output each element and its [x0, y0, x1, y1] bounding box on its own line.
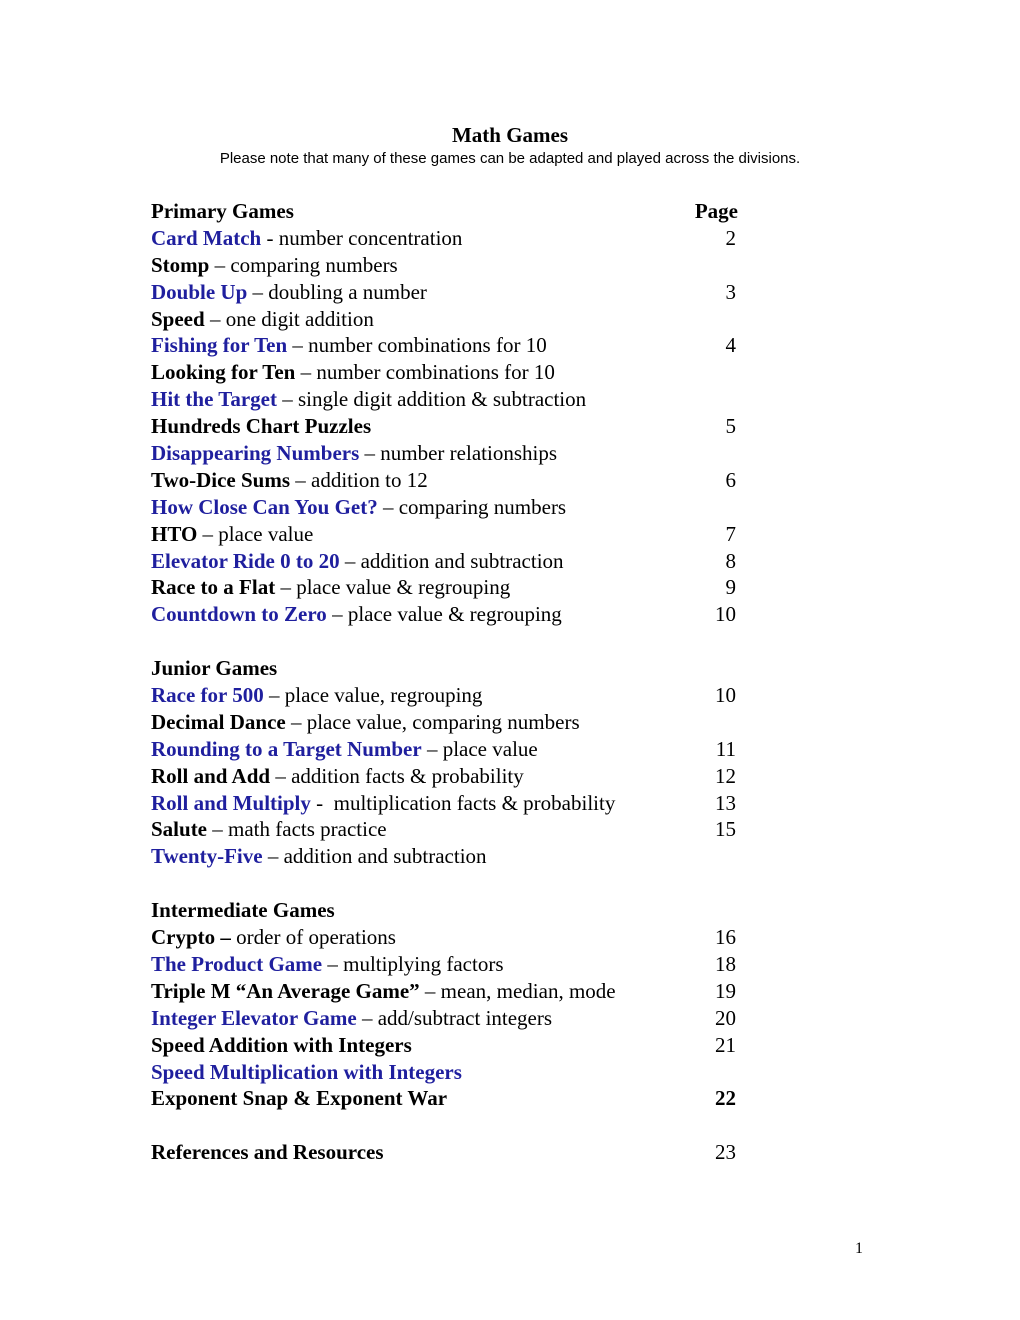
separator: – — [209, 252, 231, 277]
separator: – — [377, 494, 399, 519]
separator: – — [207, 817, 229, 842]
page-ref: 13 — [715, 790, 736, 815]
game-name: Elevator Ride 0 to 20 — [151, 548, 340, 573]
page-ref: 21 — [715, 1032, 736, 1057]
game-name: Disappearing Numbers — [151, 441, 360, 466]
toc-entry — [151, 467, 751, 494]
section-spacer — [151, 870, 751, 897]
game-description: math facts practice — [228, 817, 387, 842]
separator: – — [419, 978, 441, 1003]
primary-games-header — [151, 198, 751, 225]
game-name: Crypto – — [151, 925, 231, 950]
game-name: Integer Elevator Game — [151, 1005, 357, 1030]
separator: – — [262, 844, 284, 869]
table-of-contents — [151, 198, 751, 1166]
toc-entry — [151, 843, 751, 870]
game-name: Race for 500 — [151, 683, 264, 708]
game-name: Roll and Multiply — [151, 790, 311, 815]
references-entry — [151, 1139, 751, 1166]
section-spacer — [151, 1112, 751, 1139]
toc-entry — [151, 225, 751, 252]
primary-games-list — [151, 225, 751, 628]
game-name: Speed — [151, 306, 205, 331]
game-description: place value & regrouping — [296, 575, 511, 600]
game-name: The Product Game — [151, 951, 323, 976]
page-ref: 18 — [715, 951, 736, 976]
game-description: number relationships — [380, 441, 557, 466]
entry-text — [151, 359, 555, 386]
section-heading: Intermediate Games — [151, 898, 335, 923]
entry-text — [151, 252, 398, 279]
page-ref: 5 — [725, 414, 736, 439]
separator: – — [290, 467, 312, 492]
junior-games-header — [151, 655, 751, 682]
toc-entry — [151, 682, 751, 709]
page-ref: 22 — [715, 1086, 736, 1111]
separator: – — [247, 279, 269, 304]
game-name: HTO — [151, 521, 198, 546]
page-ref: 16 — [715, 925, 736, 950]
entry-text — [151, 332, 547, 359]
entry-text — [151, 548, 564, 575]
separator: – — [322, 951, 344, 976]
toc-entry — [151, 252, 751, 279]
game-description: number concentration — [278, 225, 463, 250]
entry-text — [151, 225, 462, 252]
section-spacer — [151, 628, 751, 655]
game-description: place value, comparing numbers — [306, 709, 580, 734]
toc-entry — [151, 306, 751, 333]
page-ref: 9 — [725, 575, 736, 600]
entry-text — [151, 843, 487, 870]
separator: – — [421, 736, 443, 761]
entry-text — [151, 790, 615, 817]
game-description: one digit addition — [225, 306, 374, 331]
separator: – — [275, 575, 297, 600]
toc-entry — [151, 709, 751, 736]
entry-text — [151, 467, 428, 494]
toc-entry — [151, 359, 751, 386]
entry-text — [151, 978, 616, 1005]
page-ref: 19 — [715, 978, 736, 1003]
separator: – — [287, 333, 309, 358]
toc-entry — [151, 1032, 751, 1059]
page-ref: 7 — [725, 521, 736, 546]
entry-text — [151, 1032, 412, 1059]
entry-text — [151, 574, 510, 601]
toc-entry — [151, 978, 751, 1005]
toc-entry — [151, 951, 751, 978]
separator: – — [326, 602, 348, 627]
toc-entry — [151, 763, 751, 790]
separator: – — [204, 306, 226, 331]
page-ref: 12 — [715, 763, 736, 788]
entry-text — [151, 951, 504, 978]
entry-text — [151, 1059, 462, 1086]
game-description: multiplying factors — [343, 951, 504, 976]
game-name: Two-Dice Sums — [151, 467, 291, 492]
page-ref: 2 — [725, 225, 736, 250]
page-ref: 6 — [725, 467, 736, 492]
separator: - — [261, 225, 279, 250]
game-name: Race to a Flat — [151, 575, 276, 600]
entry-text — [151, 494, 566, 521]
game-description: addition facts & probability — [291, 763, 524, 788]
junior-games-list — [151, 682, 751, 870]
entry-text — [151, 736, 538, 763]
game-description: mean, median, mode — [440, 978, 616, 1003]
toc-entry — [151, 924, 751, 951]
page-ref: 10 — [715, 602, 736, 627]
toc-entry — [151, 494, 751, 521]
game-name: Salute — [151, 817, 208, 842]
entry-text — [151, 440, 557, 467]
separator: – — [359, 441, 381, 466]
separator: – — [197, 521, 219, 546]
game-name: Hundreds Chart Puzzles — [151, 414, 372, 439]
entry-text — [151, 279, 427, 306]
page-column-header: Page — [694, 199, 738, 223]
entry-text — [151, 816, 387, 843]
game-description: comparing numbers — [230, 252, 398, 277]
page-ref: 15 — [715, 817, 736, 842]
page-ref: 8 — [725, 548, 736, 573]
game-name: Stomp — [151, 252, 210, 277]
game-name: Twenty-Five — [151, 844, 263, 869]
separator: – — [263, 683, 285, 708]
entry-text — [151, 1085, 447, 1112]
game-name: Card Match — [151, 225, 262, 250]
toc-entry — [151, 574, 751, 601]
toc-entry — [151, 736, 751, 763]
page-ref: 4 — [725, 333, 736, 358]
toc-entry — [151, 521, 751, 548]
entry-text — [151, 521, 313, 548]
page-ref: 20 — [715, 1005, 736, 1030]
entry-text — [151, 924, 396, 951]
references-heading: References and Resources — [151, 1140, 384, 1165]
entry-text — [151, 306, 374, 333]
section-heading: Primary Games — [151, 199, 294, 223]
game-name: Fishing for Ten — [151, 333, 288, 358]
page-number: 1 — [855, 1240, 863, 1257]
entry-text — [151, 709, 580, 736]
game-description: addition and subtraction — [283, 844, 487, 869]
entry-text — [151, 413, 371, 440]
toc-entry — [151, 440, 751, 467]
game-description: order of operations — [236, 925, 396, 950]
toc-entry — [151, 1059, 751, 1086]
game-name: Hit the Target — [151, 387, 277, 412]
game-name: Decimal Dance — [151, 709, 286, 734]
division-note: Please note that many of these games can be adapted and played across the divisions. — [219, 150, 801, 167]
page-ref: 3 — [725, 279, 736, 304]
game-name: Roll and Add — [151, 763, 271, 788]
entry-text — [151, 1005, 552, 1032]
section-heading: Junior Games — [151, 656, 278, 681]
game-description: place value & regrouping — [347, 602, 562, 627]
page-ref: 23 — [715, 1140, 736, 1165]
toc-entry — [151, 413, 751, 440]
page-ref: 10 — [715, 683, 736, 708]
entry-text — [151, 682, 482, 709]
toc-entry — [151, 601, 751, 628]
separator: – — [277, 387, 298, 412]
game-description: doubling a number — [268, 279, 427, 304]
game-description: comparing numbers — [398, 494, 567, 519]
game-name: Speed Addition with Integers — [151, 1032, 412, 1057]
separator: – — [285, 709, 307, 734]
game-description: number combinations for 10 — [308, 333, 547, 358]
toc-entry — [151, 548, 751, 575]
separator: – — [356, 1005, 378, 1030]
intermediate-games-header — [151, 897, 751, 924]
separator: – — [339, 548, 361, 573]
game-name: Double Up — [151, 279, 248, 304]
game-name: Exponent Snap & Exponent War — [151, 1086, 448, 1111]
game-description: place value — [442, 736, 538, 761]
entry-text — [151, 763, 524, 790]
separator: - — [310, 790, 334, 815]
entry-text — [151, 601, 562, 628]
toc-entry — [151, 790, 751, 817]
separator: – — [270, 763, 292, 788]
game-description: addition to 12 — [311, 467, 428, 492]
toc-entry — [151, 816, 751, 843]
document-title: Math Games — [451, 123, 569, 147]
game-description: place value, regrouping — [284, 683, 483, 708]
toc-entry — [151, 279, 751, 306]
toc-entry — [151, 1005, 751, 1032]
game-description: number combinations for 10 — [316, 360, 555, 385]
game-name: Countdown to Zero — [151, 602, 327, 627]
toc-entry — [151, 332, 751, 359]
game-description: add/subtract integers — [377, 1005, 553, 1030]
toc-entry — [151, 1085, 751, 1112]
game-description: place value — [218, 521, 314, 546]
game-name: How Close Can You Get? — [151, 494, 378, 519]
game-name: Rounding to a Target Number — [151, 736, 422, 761]
page-ref: 11 — [715, 736, 736, 761]
intermediate-games-list — [151, 924, 751, 1112]
game-description: multiplication facts & probability — [333, 790, 616, 815]
game-name: Triple M “An Average Game” — [151, 978, 420, 1003]
game-name: Speed Multiplication with Integers — [151, 1059, 462, 1084]
game-name: Looking for Ten — [151, 360, 296, 385]
game-description: addition and subtraction — [360, 548, 564, 573]
separator: – — [295, 360, 317, 385]
entry-text — [151, 386, 586, 413]
game-description: single digit addition & subtraction — [298, 387, 587, 412]
toc-entry — [151, 386, 751, 413]
